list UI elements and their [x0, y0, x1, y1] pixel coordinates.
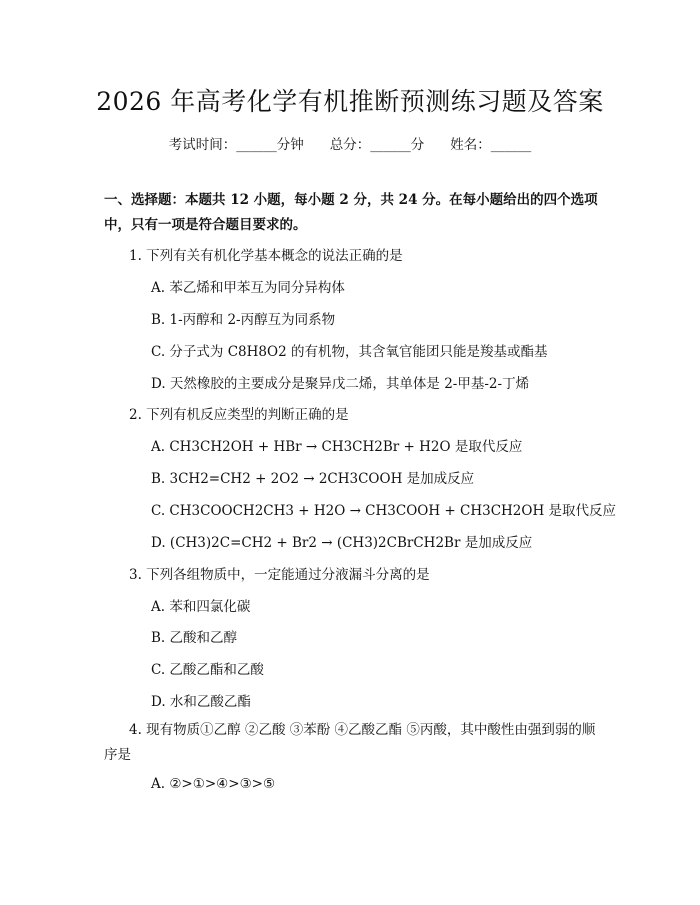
question-option: A. 苯乙烯和甲苯互为同分异构体 — [151, 280, 345, 296]
question-option: C. CH3COOCH2CH3 + H2O → CH3COOH + CH3CH2OH 是取代反应 — [151, 503, 617, 519]
question-option: D. 水和乙酸乙酯 — [151, 694, 251, 710]
question-option: B. 乙酸和乙醇 — [151, 630, 238, 646]
student-name-label: 姓名：______ — [450, 137, 532, 153]
question-option: B. 3CH2=CH2 + 2O2 → 2CH3COOH 是加成反应 — [151, 471, 475, 487]
question-option: B. 1-丙醇和 2-丙醇互为同系物 — [151, 312, 336, 328]
question-option: A. CH3CH2OH + HBr → CH3CH2Br + H2O 是取代反应 — [151, 439, 523, 455]
question-option: C. 分子式为 C8H8O2 的有机物，其含氧官能团只能是羧基或酯基 — [151, 344, 548, 360]
question-option: A. ②>①>④>③>⑤ — [151, 776, 276, 792]
page-title: 2026 年高考化学有机推断预测练习题及答案 — [96, 87, 604, 116]
question-stem: 2. 下列有机反应类型的判断正确的是 — [129, 407, 349, 423]
exam-meta — [0, 133, 700, 153]
question-stem: 4. 现有物质①乙醇 ②乙酸 ③苯酚 ④乙酸乙酯 ⑤丙酸，其中酸性由强到弱的顺序是 — [104, 722, 596, 763]
question-option: D. 天然橡胶的主要成分是聚异戊二烯，其单体是 2-甲基-2-丁烯 — [151, 376, 530, 392]
question-option: A. 苯和四氯化碳 — [151, 599, 251, 615]
exam-time-label: 考试时间：______分钟 — [168, 137, 304, 153]
question-stem: 1. 下列有关有机化学基本概念的说法正确的是 — [129, 248, 403, 264]
total-score-label: 总分：______分 — [329, 137, 425, 153]
question-option: D. (CH3)2C=CH2 + Br2 → (CH3)2CBrCH2Br 是加成反应 — [151, 535, 533, 551]
question-stem: 3. 下列各组物质中，一定能通过分液漏斗分离的是 — [129, 567, 430, 583]
question-option: C. 乙酸乙酯和乙酸 — [151, 662, 264, 678]
section-heading: 一、选择题：本题共 12 小题，每小题 2 分，共 24 分。在每小题给出的四个选项中，只有一项是符合题目要求的。 — [104, 192, 598, 233]
